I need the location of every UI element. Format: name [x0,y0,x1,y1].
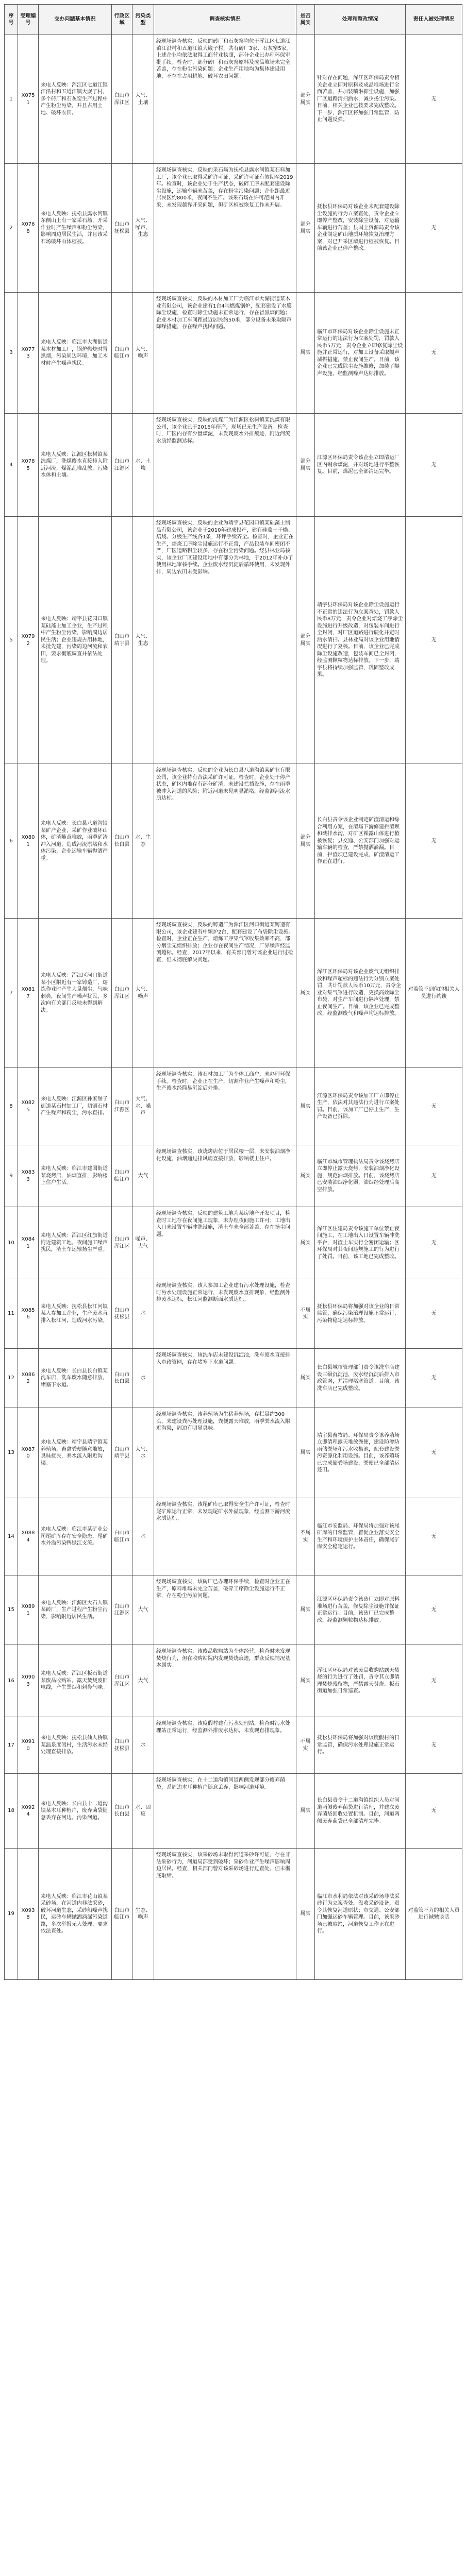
cell-handling: 靖宇县环保局对该企业除尘设施运行不正常的违法行为立案查处，罚款人民币8万元，责令企业对焙烧工序除尘设施进行升级改造，对包装车间进行全封闭，对厂区道路进行硬化并定时洒水清扫。县林业局对该企业用地情况进行了复核。目前，该企业已完成除尘设施改造，包装车间已全封闭，经监测颗粒物达标排放。下一步，靖宇县将持续加强监管，巩固整改成果。 [315,517,406,764]
cell-district: 白山市江源区 [112,1575,132,1645]
cell-basic: 来电人反映：抚松县松江河镇某人参加工企业，生产废水直排入松江河，造成河水污染。 [39,1279,112,1349]
cell-verified: 属实 [296,1408,315,1498]
header-category: 污染类型 [132,5,154,35]
cell-handling: 抚松县环保局将加强对该度假村的日常监管，确保污水处理设施正常运行。 [315,1717,406,1774]
cell-investigation: 经现场调查核实，该洗车店未建设沉淀池，洗车废水直接排入市政管网，存在堵塞下水道问题。 [154,1349,296,1408]
cell-basic: 来电人反映：临江市花山镇某采砂场，在河道内非法采砂，破坏河道生态，采砂船噪声扰民，运砂车辆抛洒滴漏污染道路，多次举报无人处理，要求依法查处。 [39,1849,112,1980]
cell-accountability: 对监管不力的相关人员进行诫勉谈话 [406,1849,462,1980]
cell-basic: 来电人反映：江源区大石人镇某砖厂，生产过程产生粉尘污染，影响附近居民生活。 [39,1575,112,1645]
cell-seq: 10 [5,1207,18,1279]
cell-basic: 来电人反映：江源区孙家堡子街道某石材加工厂，切割石材产生噪声和粉尘，污水直排。 [39,1068,112,1145]
cell-verified: 属实 [296,1645,315,1717]
cell-seq: 15 [5,1575,18,1645]
table-header-row [5,5,462,35]
cell-seq: 3 [5,293,18,414]
cell-case-no: X0910 [18,1717,39,1774]
cell-handling: 浑江区住建局责令该施工单位禁止夜间施工，在工地出入口设置车辆冲洗平台，对渣土车实行全密闭运输；区环保局对其夜间违规施工的行为进行了处罚。目前，该工地已完成整改。 [315,1207,406,1279]
cell-handling: 临江市城市管理执法局责令该烧烤店立即停止露天烧烤，安装油烟净化设施，规范油烟排放。目前，该烧烤店已安装油烟净化器，油烟经处理后高空排放。 [315,1145,406,1207]
cell-case-no: X0938 [18,1849,39,1980]
cell-accountability: 无 [406,1068,462,1145]
cell-seq: 19 [5,1849,18,1980]
cell-category: 水、生态 [132,764,154,919]
cell-handling: 江源区环保局责令该砖厂立即对原料堆场进行苫盖，修复除尘设施并保证正常运行。目前，该砖厂已完成整改，经监测颗粒物达标排放。 [315,1575,406,1645]
cell-verified: 部分属实 [296,164,315,293]
cell-category: 水、固废 [132,1774,154,1849]
cell-district: 白山市江源区 [112,414,132,517]
cell-category: 大气 [132,1575,154,1645]
cell-district: 白山市靖宇县 [112,1408,132,1498]
cell-verified: 属实 [296,1774,315,1849]
cell-basic: 来电人反映：江源区松树镇某洗煤厂，洗煤废水直接排入附近河流，煤泥乱堆乱放，污染水体和土壤。 [39,414,112,517]
cell-district: 白山市浑江区 [112,1645,132,1717]
complaint-table [4,4,462,1980]
cell-accountability: 无 [406,1774,462,1849]
cell-basic: 来电人反映：抚松县露水河镇东侧山上有一家采石场，开采作业时产生噪声和粉尘污染，影响周边居民生活，并且该采石场破坏山体植被。 [39,164,112,293]
cell-verified: 不属实 [296,1498,315,1575]
table-row [5,1774,462,1849]
cell-basic: 来电人反映：靖宇县靖宇镇某养殖场，畜禽粪便随意堆放，臭味扰民，粪水流入附近沟渠。 [39,1408,112,1498]
cell-category: 水 [132,1279,154,1349]
cell-district: 白山市抚松县 [112,1717,132,1774]
cell-seq: 17 [5,1717,18,1774]
cell-category: 水 [132,1498,154,1575]
cell-investigation: 经现场调查核实，在十二道沟镇河道两侧发现部分废弃菌袋，系周边木耳种植户随意丢弃，影响河道环境。 [154,1774,296,1849]
cell-case-no: X0856 [18,1279,39,1349]
cell-category: 水 [132,1717,154,1774]
table-row [5,35,462,164]
header-case-no: 受理编号 [18,5,39,35]
cell-category: 大气、噪声 [132,919,154,1068]
cell-seq: 13 [5,1408,18,1498]
cell-verified: 属实 [296,293,315,414]
table-row [5,1349,462,1408]
cell-handling: 长白县城市管理部门责令该洗车店建设三级沉淀池，废水经沉淀后排入市政管网，并清理堵塞管道。目前，该洗车店已完成整改。 [315,1349,406,1408]
cell-basic: 来电人反映：长白县八道沟镇某矿产企业，采矿作业破坏山体，矿渣随意堆放，雨季矿渣冲入河道，造成河流淤堵和水体污染，企业运输车辆抛洒严重。 [39,764,112,919]
cell-investigation: 经现场调查核实，反映的洗煤厂为江源区松树镇某洗煤有限公司，该企业已于2016年停产，现场已无生产设备。检查时，厂区内存有少量煤泥，未发现废水外排痕迹，附近河流水质经监测达标。 [154,414,296,517]
cell-district: 白山市长白县 [112,764,132,919]
cell-seq: 9 [5,1145,18,1207]
table-row [5,919,462,1068]
cell-handling: 长白县责令该企业制定矿渣清运和综合利用方案，在渣场下游修建拦渣坝和截排水沟，对矿区裸露山体进行植被恢复；县交通、公安部门加强对运输车辆的检查，严禁抛洒滴漏。目前，拦渣坝已建设完成，矿渣清运工作正在进行。 [315,764,406,919]
cell-district: 白山市长白县 [112,1349,132,1408]
header-handling: 处理和整改情况 [315,5,406,35]
cell-verified: 属实 [296,1349,315,1408]
cell-verified: 部分属实 [296,35,315,164]
cell-basic: 来电人反映：靖宇县花园口镇某硅藻土加工企业，生产过程中产生粉尘污染，影响周边居民生活；企业违规占用林地，未批先建，污染周边河流和农田，要求彻底调查并依法处理。 [39,517,112,764]
cell-case-no: X0841 [18,1207,39,1279]
cell-category: 大气、噪声 [132,293,154,414]
table-row [5,1849,462,1980]
cell-handling: 临江市水利局依法对该采砂场非法采砂行为立案查处，没收采砂设备，责令其恢复河道原状；市交通、公安部门加强运砂车辆管理。目前，该采砂场已被取缔，河道恢复工作正在进行。 [315,1849,406,1980]
cell-seq: 18 [5,1774,18,1849]
cell-seq: 12 [5,1349,18,1408]
cell-verified: 属实 [296,1575,315,1645]
table-row [5,1068,462,1145]
cell-accountability: 无 [406,1145,462,1207]
cell-handling: 临江市安监局、环保局将加强对该尾矿库的日常监管，督促企业落实安全生产和环境保护主体责任，确保尾矿库安全稳定运行。 [315,1498,406,1575]
cell-investigation: 经现场调查核实，该石材加工厂为个体工商户，未办理环保手续。检查时，企业正在生产，切割作业产生噪声和粉尘，生产废水经简易沉淀后外排。 [154,1068,296,1145]
table-row [5,1145,462,1207]
cell-district: 白山市浑江区 [112,35,132,164]
cell-district: 白山市抚松县 [112,164,132,293]
header-investigation: 调查核实情况 [154,5,296,35]
cell-category: 大气、土壤 [132,35,154,164]
cell-basic: 来电人反映：临江市建国街道某烧烤店，油烟直排，影响楼上住户生活。 [39,1145,112,1207]
cell-case-no: X0768 [18,164,39,293]
cell-basic: 来电人反映：长白县长白镇某洗车店，洗车废水随意排放，堵塞下水道。 [39,1349,112,1408]
cell-investigation: 经现场调查核实，该废品收购站为个体经营，检查时未发现焚烧行为，但在收购站院内发现焚烧痕迹，群众反映情况基本属实。 [154,1645,296,1717]
cell-district: 白山市临江市 [112,1145,132,1207]
cell-handling: 长白县责令十二道沟镇组织人员对河道两侧废弃菌袋进行清理，并建立废弃菌袋回收处置机制。目前，河道两侧废弃菌袋已全部清理完毕。 [315,1774,406,1849]
cell-seq: 8 [5,1068,18,1145]
cell-verified: 不属实 [296,1279,315,1349]
cell-category: 生态、噪声 [132,1849,154,1980]
cell-verified: 属实 [296,919,315,1068]
table-row [5,414,462,517]
header-accountability: 责任人被处理情况 [406,5,462,35]
cell-accountability: 无 [406,1408,462,1498]
cell-seq: 16 [5,1645,18,1717]
cell-category: 噪声、大气 [132,1207,154,1279]
cell-category: 大气 [132,1645,154,1717]
cell-accountability: 无 [406,1575,462,1645]
cell-verified: 属实 [296,1068,315,1145]
cell-case-no: X0801 [18,764,39,919]
cell-category: 水 [132,1349,154,1408]
cell-investigation: 经现场调查核实，反映的砖厂和石灰窑均位于浑江区七道江镇江沿村和五道江镇大崴子村，共有砖厂3家、石灰窑5家。上述企业均依法取得工商营业执照，部分企业已办理环保审批手续。检查时，部分砖厂和石灰窑原料及成品堆场未完全苫盖，存在粉尘污染问题；企业生产用地均为集体建设用地，不存在占用耕地、破坏农田问题。 [154,35,296,164]
cell-category: 大气、水 [132,1408,154,1498]
cell-handling: 针对存在问题，浑江区环保局责令相关企业立即对原料及成品堆场进行全面苫盖，并加装喷淋抑尘设施，加强厂区道路清扫洒水，减少扬尘污染。目前，相关企业已按要求完成整改。下一步，浑江区将加强日常监管，防止问题反弹。 [315,35,406,164]
cell-investigation: 经现场调查核实，反映的企业为长白县八道沟镇某矿业有限公司，该企业持有合法采矿许可证。检查时，企业处于停产状态，矿区内堆存有部分矿渣，未建设拦挡设施，存在雨季被冲入河道的风险；附近河道未见明显淤堵，经监测河流水质达标。 [154,764,296,919]
cell-seq: 11 [5,1279,18,1349]
cell-handling: 浑江区环保局对该企业废气无组织排放和噪声超标的违法行为分别立案处罚，共计罚款人民币10万元，责令企业对集气罩进行改造，更换高效除尘布袋，对生产车间进行隔声处理，禁止夜间生产。目前，该企业已完成整改，经监测废气和噪声均达标排放。 [315,919,406,1068]
cell-investigation: 经现场调查核实，该采砂场未取得河道采砂许可证，存在非法采砂行为，河道局部受到破坏；采砂作业产生噪声影响周边居民。经查，相关部门曾对该采砂场进行过查处，但未彻底取缔。 [154,1849,296,1980]
cell-accountability: 无 [406,1645,462,1717]
cell-handling: 临江市环保局对该企业除尘设施未正常运行的违法行为立案处罚，罚款人民币5万元，责令企业立即修复除尘设施并正常运行，对加工设备采取隔声减振措施，禁止夜间生产。目前，该企业已完成除尘设施维修，加装了隔声设施，经监测噪声达标排放。 [315,293,406,414]
cell-district: 白山市抚松县 [112,1279,132,1349]
cell-case-no: X0817 [18,919,39,1068]
header-district: 行政区域 [112,5,132,35]
cell-verified: 属实 [296,1207,315,1279]
header-seq: 序号 [5,5,18,35]
cell-basic: 来电人反映：临江市大湖街道某木材加工厂，锅炉燃烧时冒黑烟，污染周边环境，加工木材时产生噪声扰民。 [39,293,112,414]
cell-district: 白山市浑江区 [112,1207,132,1279]
cell-handling: 浑江区环保局对该废品收购站露天焚烧的行为进行了处罚，责令其立即清理焚烧残留物，严禁露天焚烧。板石街道加强日常巡查。 [315,1645,406,1717]
table-row [5,1575,462,1645]
cell-investigation: 经现场调查核实，反映的企业为靖宇县花园口镇某硅藻土制品有限公司，该企业于2010年建成投产，建有硅藻土干燥、焙烧、分级生产线各1条，环评手续齐全。检查时，企业正在生产，焙烧工序除尘设施运行不正常，产品包装车间密闭不严，厂区道路积尘较多，存在粉尘污染问题。经县林业局核实，该企业厂区建设用地中有部分为林地，于2012年补办了使用林地审核手续。企业废水经沉淀后循环使用，未发现外排，周边农田未受影响。 [154,517,296,764]
cell-seq: 6 [5,764,18,919]
cell-district: 白山市临江市 [112,1498,132,1575]
cell-handling: 抚松县环保局将加强对该企业的日常监管，确保污染治理设施正常运行，污染物稳定达标排放。 [315,1279,406,1349]
cell-accountability: 无 [406,1207,462,1279]
cell-accountability: 无 [406,35,462,164]
header-basic: 交办问题基本情况 [39,5,112,35]
cell-accountability: 无 [406,1717,462,1774]
cell-accountability: 无 [406,1349,462,1408]
cell-investigation: 经现场调查核实，反映的建筑工地为某房地产开发项目，检查时工地存在夜间施工现象，未办理夜间施工许可；工地出入口未设置车辆冲洗设施，渣土车未全部苫盖，存在扬尘问题。 [154,1207,296,1279]
cell-basic: 来电人反映：浑江区板石街道某废品收购站，露天焚烧废旧电线，产生黑烟和刺鼻气味。 [39,1645,112,1717]
cell-case-no: X0884 [18,1498,39,1575]
cell-case-no: X0903 [18,1645,39,1717]
cell-investigation: 经现场调查核实，该人参加工企业建有污水处理设施，检查时污水处理设施正常运行，未发现废水直排现象，经监测外排废水达标，松江河监测断面水质达标。 [154,1279,296,1349]
cell-case-no: X0833 [18,1145,39,1207]
cell-district: 白山市靖宇县 [112,517,132,764]
cell-case-no: X0773 [18,293,39,414]
cell-accountability: 对监管不到位的相关人员进行约谈 [406,919,462,1068]
cell-seq: 1 [5,35,18,164]
complaint-table-sheet [4,4,462,1980]
table-row [5,164,462,293]
cell-accountability: 无 [406,764,462,919]
cell-investigation: 经现场调查核实，该养殖场为生猪养殖场，存栏量约300头，未建设粪污处理设施，粪便露天堆放，雨季粪水流入附近沟渠，周边有明显臭味。 [154,1408,296,1498]
table-body [5,35,462,1980]
cell-basic: 来电人反映：抚松县仙人桥镇某温泉度假村，生活污水未经处理直接排放。 [39,1717,112,1774]
cell-verified: 部分属实 [296,414,315,517]
table-row [5,1279,462,1349]
cell-category: 大气、生态 [132,517,154,764]
table-row [5,293,462,414]
cell-category: 大气 [132,1145,154,1207]
table-row [5,1498,462,1575]
cell-district: 白山市浑江区 [112,919,132,1068]
header-verified: 是否属实 [296,5,315,35]
cell-case-no: X0751 [18,35,39,164]
table-row [5,1717,462,1774]
cell-basic: 来电人反映：浑江区七道江镇江沿村和五道江镇大崴子村，多个砖厂和石灰窑生产过程中产生粉尘污染，并且占用土地、破坏农田。 [39,35,112,164]
cell-investigation: 经现场调查核实，该砖厂已办理环保手续，检查时企业正在生产，原料堆场未完全苫盖，破碎工序除尘设施运行不正常，存在粉尘污染问题。 [154,1575,296,1645]
cell-accountability: 无 [406,1279,462,1349]
cell-accountability: 无 [406,517,462,764]
cell-verified: 不属实 [296,1717,315,1774]
cell-case-no: X0924 [18,1774,39,1849]
cell-verified: 部分属实 [296,764,315,919]
cell-basic: 来电人反映：浑江区红旗街道附近建筑工地，夜间施工噪声扰民，渣土车运输扬尘严重。 [39,1207,112,1279]
cell-investigation: 经现场调查核实，反映的铸造厂为浑江区河口街道某铸造有限公司，该企业建有中频炉2台，配套建设了布袋除尘设施。检查时，企业正在生产，熔炼工序集气罩收集效率不高，部分烟尘无组织排放；企业存在夜间生产情况，厂界噪声经监测超标。经查，2017年以来，有关部门曾对该企业进行过检查，但未彻底解决问题。 [154,919,296,1068]
cell-district: 白山市临江市 [112,1849,132,1980]
cell-handling: 靖宇县畜牧局、环保局责令该养殖场立即清理露天堆放粪便，建设防渗防雨储粪场和污水收集池，配套建设粪污资源化利用设施。目前，该养殖场已完成储粪场建设，粪便已全部清运还田。 [315,1408,406,1498]
cell-basic: 来电人反映：长白县十二道沟镇某木耳种植户，废弃菌袋随意丢弃在河边，污染河道。 [39,1774,112,1849]
cell-accountability: 无 [406,293,462,414]
cell-district: 白山市临江市 [112,293,132,414]
cell-accountability: 无 [406,414,462,517]
cell-seq: 2 [5,164,18,293]
table-row [5,1645,462,1717]
cell-district: 白山市长白县 [112,1774,132,1849]
cell-accountability: 无 [406,1498,462,1575]
cell-case-no: X0825 [18,1068,39,1145]
cell-category: 大气、噪声、生态 [132,164,154,293]
cell-investigation: 经现场调查核实，反映的木材加工厂为临江市大湖街道某木业有限公司，该企业建有1台4吨燃煤锅炉，配套建设了水膜除尘设施，检查时除尘设施未正常运行，存在冒黑烟问题；企业木材加工车间距最近居民约50米，部分设备未采取隔声降噪措施，存在噪声扰民问题。 [154,293,296,414]
cell-seq: 14 [5,1498,18,1575]
cell-handling: 抚松县环保局对该企业未配套建设除尘设施的行为立案查处，责令企业立即停产整改，安装除尘设备，对运输车辆进行苫盖；县国土资源局责令该企业制定矿山地质环境恢复治理方案，对已开采区域进行植被恢复。目前该企业已停产整改。 [315,164,406,293]
cell-seq: 7 [5,919,18,1068]
cell-investigation: 经现场调查核实，该烧烤店位于居民楼一层，未安装油烟净化设施，油烟通过排风扇直接排放，影响楼上住户。 [154,1145,296,1207]
cell-investigation: 经现场调查核实，该尾矿库已取得安全生产许可证，检查时尾矿库运行正常，未发现尾矿水外溢现象，经监测下游河流水质达标。 [154,1498,296,1575]
table-row [5,764,462,919]
cell-case-no: X0870 [18,1408,39,1498]
cell-investigation: 经现场调查核实，反映的采石场为抚松县露水河镇某石料加工厂，该企业已取得采矿许可证，采矿许可证有效期至2019年。检查时，该企业处于生产状态，破碎工序未配套建设除尘设施，运输车辆未苫盖，存在粉尘污染问题；企业距最近居民区约800米，夜间不生产。该采石场在许可范围内开采，未发现越界开采问题，但矿区植被恢复工作未开展。 [154,164,296,293]
cell-verified: 部分属实 [296,517,315,764]
cell-category: 大气、水、噪声 [132,1068,154,1145]
cell-handling: 江源区环保局责令该企业立即清运厂区内剩余煤泥，并对场地进行平整恢复。目前，煤泥已全部清运完毕。 [315,414,406,517]
cell-basic: 来电人反映：浑江区河口街道某小区附近有一家铸造厂，熔炼作业时产生大量烟尘，气味刺鼻，夜间生产噪声扰民，多次向有关部门反映未得到解决。 [39,919,112,1068]
cell-seq: 4 [5,414,18,517]
cell-basic: 来电人反映：临江市某矿业公司尾矿库存在安全隐患，尾矿水外溢污染鸭绿江支流。 [39,1498,112,1575]
table-row [5,517,462,764]
cell-seq: 5 [5,517,18,764]
cell-case-no: X0792 [18,517,39,764]
cell-case-no: X0862 [18,1349,39,1408]
cell-verified: 属实 [296,1145,315,1207]
cell-verified: 属实 [296,1849,315,1980]
cell-handling: 江源区环保局责令该加工厂立即停止生产，依法对其违法行为进行立案处罚。目前，该加工厂已停止生产，生产设备已拆除。 [315,1068,406,1145]
cell-investigation: 经现场调查核实，该度假村建有污水处理站，检查时污水处理站正常运行，经监测外排废水达标，未发现直排现象。 [154,1717,296,1774]
cell-case-no: X0891 [18,1575,39,1645]
cell-case-no: X0785 [18,414,39,517]
table-row [5,1207,462,1279]
cell-category: 水、土壤 [132,414,154,517]
cell-district: 白山市江源区 [112,1068,132,1145]
cell-accountability: 无 [406,164,462,293]
table-row [5,1408,462,1498]
